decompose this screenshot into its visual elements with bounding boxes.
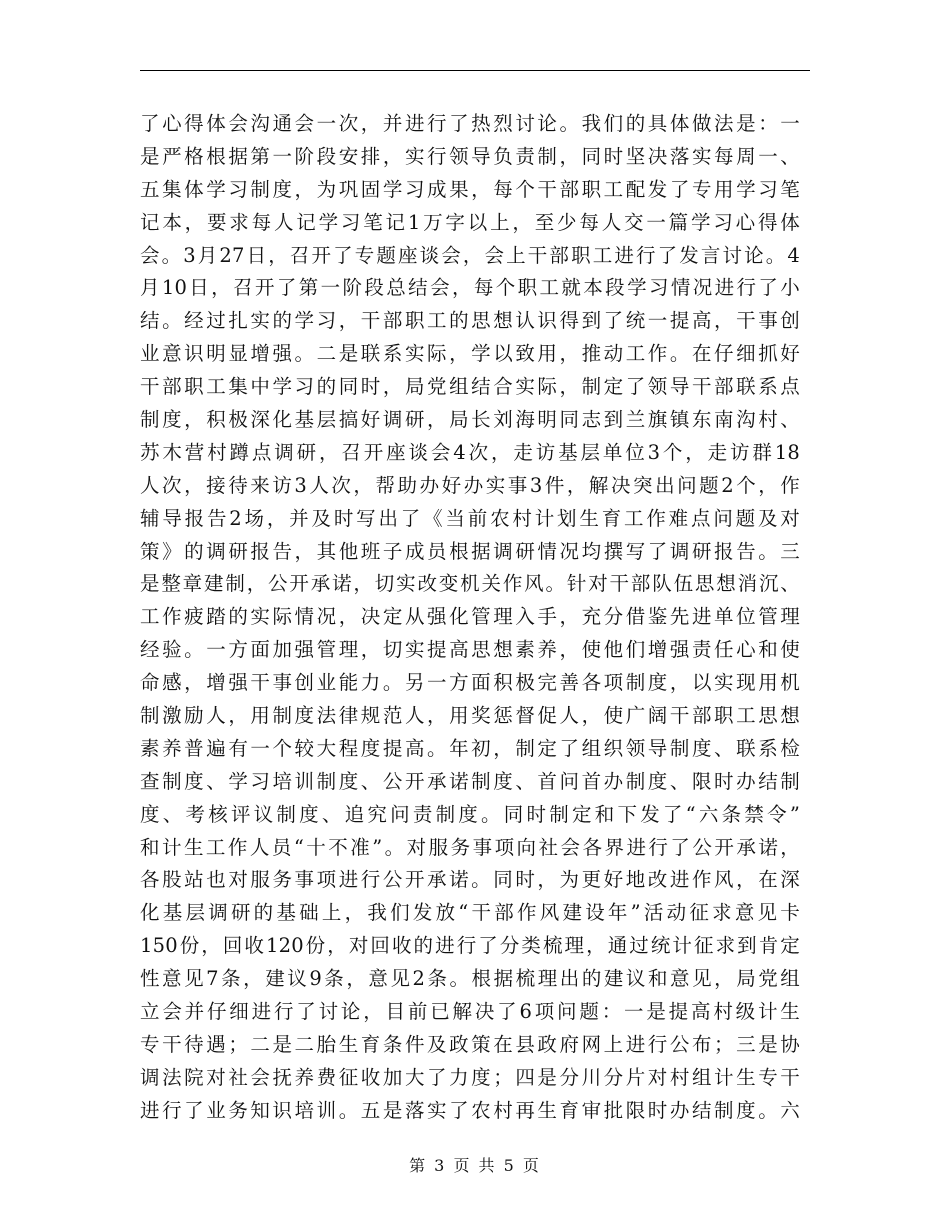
text-line: 策》的调研报告，其他班子成员根据调研情况均撰写了调研报告。三 bbox=[140, 539, 800, 563]
text-line: 工作疲踏的实际情况，决定从强化管理入手，充分借鉴先进单位管理 bbox=[140, 605, 800, 629]
text-line: 制激励人，用制度法律规范人，用奖惩督促人，使广阔干部职工思想 bbox=[140, 704, 800, 728]
text-line: 制度，积极深化基层搞好调研，局长刘海明同志到兰旗镇东南沟村、 bbox=[140, 408, 800, 432]
text-line: 经验。一方面加强管理，切实提高思想素养，使他们增强责任心和使 bbox=[140, 638, 800, 662]
text-line: 度、考核评议制度、追究问责制度。同时制定和下发了“六条禁令” bbox=[140, 802, 800, 826]
text-line: 人次，接待来访3人次，帮助办好办实事3件，解决突出问题2个，作 bbox=[140, 473, 800, 497]
text-line: 辅导报告2场，并及时写出了《当前农村计划生育工作难点问题及对 bbox=[140, 506, 800, 530]
text-line: 各股站也对服务事项进行公开承诺。同时，为更好地改进作风，在深 bbox=[140, 868, 800, 892]
text-line: 结。经过扎实的学习，干部职工的思想认识得到了统一提高，干事创 bbox=[140, 309, 800, 333]
text-line: 化基层调研的基础上，我们发放“干部作风建设年”活动征求意见卡 bbox=[140, 901, 800, 925]
text-line: 月10日，召开了第一阶段总结会，每个职工就本段学习情况进行了小 bbox=[140, 276, 800, 300]
text-line: 苏木营村蹲点调研，召开座谈会4次，走访基层单位3个，走访群18 bbox=[140, 440, 800, 464]
text-line: 素养普遍有一个较大程度提高。年初，制定了组织领导制度、联系检 bbox=[140, 736, 800, 760]
text-line: 了心得体会沟通会一次，并进行了热烈讨论。我们的具体做法是：一 bbox=[140, 112, 800, 135]
text-line: 五集体学习制度，为巩固学习成果，每个干部职工配发了专用学习笔 bbox=[140, 177, 800, 201]
header-rule bbox=[140, 70, 810, 71]
text-line: 业意识明显增强。二是联系实际，学以致用，推动工作。在仔细抓好 bbox=[140, 342, 800, 366]
text-line: 调法院对社会抚养费征收加大了力度；四是分川分片对村组计生专干 bbox=[140, 1065, 800, 1089]
text-line: 干部职工集中学习的同时，局党组结合实际，制定了领导干部联系点 bbox=[140, 375, 800, 399]
text-line: 性意见7条，建议9条，意见2条。根据梳理出的建议和意见，局党组 bbox=[140, 967, 800, 991]
text-line: 150份，回收120份，对回收的进行了分类梳理，通过统计征求到肯定 bbox=[140, 934, 800, 958]
text-line: 会。3月27日，召开了专题座谈会，会上干部职工进行了发言讨论。4 bbox=[140, 243, 800, 267]
body-text bbox=[140, 108, 800, 1128]
text-line: 是整章建制，公开承诺，切实改变机关作风。针对干部队伍思想消沉、 bbox=[140, 572, 800, 596]
text-line: 记本，要求每人记学习笔记1万字以上，至少每人交一篇学习心得体 bbox=[140, 210, 800, 234]
text-line: 是严格根据第一阶段安排，实行领导负责制，同时坚决落实每周一、 bbox=[140, 144, 800, 168]
text-line: 进行了业务知识培训。五是落实了农村再生育审批限时办结制度。六 bbox=[140, 1098, 800, 1122]
page-number-footer: 第 3 页 共 5 页 bbox=[409, 1156, 541, 1175]
text-line: 专干待遇；二是二胎生育条件及政策在县政府网上进行公布；三是协 bbox=[140, 1032, 800, 1056]
text-line: 和计生工作人员“十不准”。对服务事项向社会各界进行了公开承诺， bbox=[140, 835, 800, 859]
text-line: 立会并仔细进行了讨论，目前已解决了6项问题：一是提高村级计生 bbox=[140, 1000, 800, 1024]
text-line: 命感，增强干事创业能力。另一方面积极完善各项制度，以实现用机 bbox=[140, 671, 800, 695]
text-line: 查制度、学习培训制度、公开承诺制度、首问首办制度、限时办结制 bbox=[140, 769, 800, 793]
